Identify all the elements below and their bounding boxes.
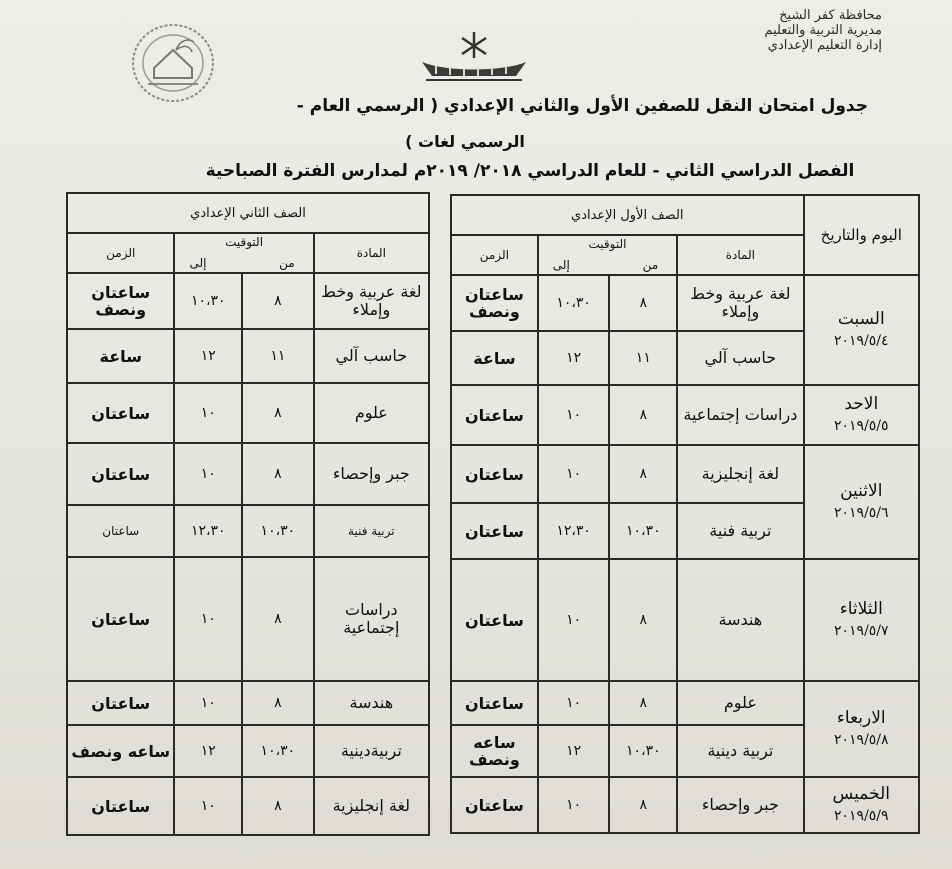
grade2-from-cell: ٨	[242, 443, 314, 505]
grade1-subject-cell: جبر وإحصاء	[677, 777, 803, 833]
grade1-duration-cell: ساعتان	[451, 559, 538, 681]
grade1-duration-cell: ساعة	[451, 331, 538, 385]
grade2-duration-cell: ساعتان	[67, 777, 174, 835]
directorate-header	[764, 8, 882, 53]
grade2-duration-cell: ساعتان	[67, 383, 174, 443]
day-name: السبت	[837, 309, 885, 329]
grade1-from-label: من	[642, 258, 659, 272]
grade2-to-label: إلى	[189, 256, 207, 270]
grade1-to-cell: ١٢	[538, 725, 610, 777]
grade2-from-cell: ٨	[242, 681, 314, 725]
grade1-duration-cell: ساعتان	[451, 503, 538, 559]
header-line-directorate: مديرية التربية والتعليم	[764, 23, 882, 38]
grade2-timing-label: التوقيت	[225, 235, 264, 249]
grade1-to-label: إلى	[552, 258, 570, 272]
schedule-title-line1: جدول امتحان النقل للصفين الأول والثاني الإعدادي ( الرسمي العام -	[296, 96, 868, 116]
grade2-duration-header: الزمن	[67, 233, 174, 273]
grade1-from-cell: ٨	[609, 681, 677, 725]
grade2-from-cell: ٨	[242, 383, 314, 443]
grade2-subject-cell: حاسب آلي	[314, 329, 429, 383]
grade2-subject-cell: تربيةدينية	[314, 725, 429, 777]
grade2-to-cell: ١٠	[174, 443, 242, 505]
grade2-duration-cell: ساعتان	[67, 557, 174, 681]
grade2-from-cell: ١١	[242, 329, 314, 383]
grade2-from-cell: ٨	[242, 273, 314, 329]
grade1-duration-header: الزمن	[451, 235, 538, 275]
day-wednesday	[804, 681, 919, 777]
grade1-subject-cell: دراسات إجتماعية	[677, 385, 803, 445]
grade1-from-cell: ١١	[609, 331, 677, 385]
day-name: الثلاثاء	[839, 599, 883, 619]
grade1-to-cell: ١٠	[538, 777, 610, 833]
grade1-subject-cell: تربية فنية	[677, 503, 803, 559]
grade2-duration-cell: ساعتان	[67, 681, 174, 725]
grade1-subject-cell: حاسب آلي	[677, 331, 803, 385]
grade2-duration-cell: ساعتان	[67, 443, 174, 505]
grade2-from-cell: ١٠،٣٠	[242, 725, 314, 777]
day-name: الاحد	[844, 394, 879, 414]
grade2-subject-cell: لغة عربية وخط وإملاء	[314, 273, 429, 329]
governorate-seal-icon	[126, 20, 220, 106]
grade1-from-cell: ٨	[609, 385, 677, 445]
header-line-administration: إدارة التعليم الإعدادي	[767, 38, 882, 53]
grade2-subject-header: المادة	[314, 233, 429, 273]
grade1-duration-cell: ساعه ونصف	[451, 725, 538, 777]
grade2-schedule-table	[66, 192, 430, 836]
grade2-subject-cell: لغة إنجليزية	[314, 777, 429, 835]
grade1-from-cell: ١٠،٣٠	[609, 503, 677, 559]
day-date: ٢٠١٩/٥/٧	[833, 623, 889, 639]
grade2-timing-header	[174, 233, 313, 273]
grade2-subject-cell: تربية فنية	[314, 505, 429, 557]
grade2-to-cell: ١٢،٣٠	[174, 505, 242, 557]
grade2-from-cell: ٨	[242, 777, 314, 835]
grade1-to-cell: ١٠	[538, 559, 610, 681]
day-monday	[804, 445, 919, 559]
grade1-duration-cell: ساعتان	[451, 385, 538, 445]
grade1-to-cell: ١٢،٣٠	[538, 503, 610, 559]
day-tuesday	[804, 559, 919, 681]
day-date: ٢٠١٩/٥/٥	[833, 418, 889, 434]
day-date: ٢٠١٩/٥/٩	[833, 808, 889, 824]
day-date: ٢٠١٩/٥/٨	[833, 732, 889, 748]
grade1-schedule-table	[450, 194, 920, 834]
header-line-governorate: محافظة كفر الشيخ	[779, 8, 882, 23]
grade2-subject-cell: دراسات إجتماعية	[314, 557, 429, 681]
grade1-from-cell: ٨	[609, 559, 677, 681]
grade1-duration-cell: ساعتان ونصف	[451, 275, 538, 331]
grade1-day-date-header: اليوم والتاريخ	[804, 195, 919, 275]
grade1-subject-cell: لغة عربية وخط وإملاء	[677, 275, 803, 331]
grade2-duration-cell: ساعة	[67, 329, 174, 383]
grade1-subject-cell: لغة إنجليزية	[677, 445, 803, 503]
grade1-title: الصف الأول الإعدادي	[451, 195, 804, 235]
grade2-to-cell: ١٠	[174, 557, 242, 681]
grade1-from-cell: ١٠،٣٠	[609, 725, 677, 777]
grade2-subject-cell: علوم	[314, 383, 429, 443]
day-sunday	[804, 385, 919, 445]
grade1-timing-header	[538, 235, 677, 275]
grade1-from-cell: ٨	[609, 275, 677, 331]
grade2-to-cell: ١٢	[174, 725, 242, 777]
grade2-title: الصف الثاني الإعدادي	[67, 193, 429, 233]
grade2-to-cell: ١٠	[174, 383, 242, 443]
grade2-from-cell: ٨	[242, 557, 314, 681]
grade2-to-cell: ١٠،٣٠	[174, 273, 242, 329]
grade1-subject-cell: تربية دينية	[677, 725, 803, 777]
grade1-from-cell: ٨	[609, 777, 677, 833]
grade2-from-label: من	[279, 256, 295, 270]
day-saturday	[804, 275, 919, 385]
grade2-subject-cell: جبر وإحصاء	[314, 443, 429, 505]
grade2-duration-cell: ساعتان	[67, 505, 174, 557]
grade2-duration-cell: ساعه ونصف	[67, 725, 174, 777]
grade1-from-cell: ٨	[609, 445, 677, 503]
grade1-subject-header: المادة	[677, 235, 803, 275]
grade1-subject-cell: علوم	[677, 681, 803, 725]
grade1-duration-cell: ساعتان	[451, 681, 538, 725]
grade1-duration-cell: ساعتان	[451, 777, 538, 833]
grade1-to-cell: ١٠	[538, 445, 610, 503]
grade2-duration-cell: ساعتان ونصف	[67, 273, 174, 329]
grade1-to-cell: ١٢	[538, 331, 610, 385]
grade2-to-cell: ١٠	[174, 681, 242, 725]
grade1-duration-cell: ساعتان	[451, 445, 538, 503]
schedule-subtitle: الفصل الدراسي الثاني - للعام الدراسي ٢٠١٨/ ٢٠١٩م لمدارس الفترة الصباحية	[205, 161, 855, 181]
day-name: الاربعاء	[836, 708, 886, 728]
grade2-subject-cell: هندسة	[314, 681, 429, 725]
grade1-to-cell: ١٠	[538, 681, 610, 725]
grade2-from-cell: ١٠،٣٠	[242, 505, 314, 557]
grade1-to-cell: ١٠	[538, 385, 610, 445]
day-name: الاثنين	[840, 481, 883, 501]
day-date: ٢٠١٩/٥/٦	[833, 505, 889, 521]
ministry-boat-emblem-icon	[416, 30, 532, 86]
day-name: الخميس	[832, 784, 891, 804]
day-date: ٢٠١٩/٥/٤	[833, 333, 889, 349]
day-thursday	[804, 777, 919, 833]
grade2-to-cell: ١٢	[174, 329, 242, 383]
schedule-title-line2: الرسمي لغات )	[405, 132, 525, 151]
grade1-timing-label: التوقيت	[588, 237, 627, 251]
grade1-to-cell: ١٠،٣٠	[538, 275, 610, 331]
grade1-subject-cell: هندسة	[677, 559, 803, 681]
grade2-to-cell: ١٠	[174, 777, 242, 835]
